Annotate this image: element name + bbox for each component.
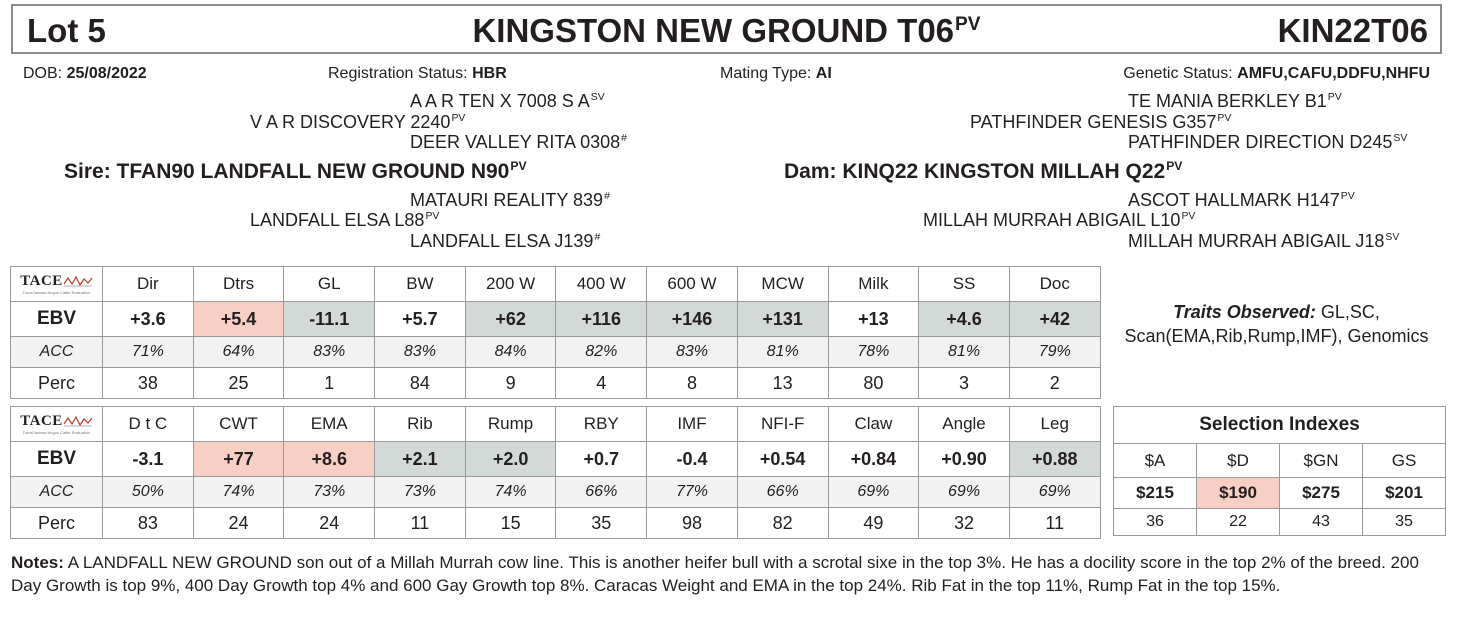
- acc-row: [11, 337, 1101, 368]
- trait-acc: 66%: [556, 477, 647, 508]
- registration-field: [328, 65, 507, 83]
- trait-name: Dir: [103, 267, 194, 302]
- dob-value: 25/08/2022: [66, 65, 147, 82]
- trait-perc: 3: [919, 368, 1010, 399]
- trait-perc: 4: [556, 368, 647, 399]
- trait-ebv: +2.1: [375, 442, 466, 477]
- animal-name-sup: PV: [955, 14, 981, 35]
- trait-name: Claw: [828, 407, 919, 442]
- ebv-row-label: EBV: [11, 302, 103, 337]
- animal-code: KIN22T06: [1277, 12, 1428, 49]
- trait-acc: 69%: [919, 477, 1010, 508]
- trait-perc: 15: [465, 508, 556, 539]
- sire-sire-dam: [410, 132, 627, 153]
- trait-perc: 98: [647, 508, 738, 539]
- pedigree-name: LANDFALL ELSA L88: [250, 210, 425, 230]
- trait-name: 600 W: [647, 267, 738, 302]
- trait-ebv: +62: [465, 302, 556, 337]
- trait-acc: 81%: [919, 337, 1010, 368]
- trait-acc: 82%: [556, 337, 647, 368]
- trait-perc: 2: [1009, 368, 1100, 399]
- trait-perc: 24: [193, 508, 284, 539]
- trait-name: NFI-F: [737, 407, 828, 442]
- pedigree-status: PV: [1181, 211, 1196, 222]
- trait-name: Milk: [828, 267, 919, 302]
- tace-logo-text: TACE: [20, 272, 63, 289]
- trait-ebv: +0.7: [556, 442, 647, 477]
- pedigree-name: V A R DISCOVERY 2240: [250, 112, 451, 132]
- trait-name: MCW: [737, 267, 828, 302]
- trait-ebv: -0.4: [647, 442, 738, 477]
- trait-acc: 79%: [1009, 337, 1100, 368]
- trait-name: Rump: [465, 407, 556, 442]
- trait-ebv: +4.6: [919, 302, 1010, 337]
- trait-ebv: +0.88: [1009, 442, 1100, 477]
- sire-dam: [250, 210, 439, 231]
- trait-ebv: +13: [828, 302, 919, 337]
- trait-ebv: +2.0: [465, 442, 556, 477]
- trait-acc: 78%: [828, 337, 919, 368]
- genetic-value: AMFU,CAFU,DDFU,NHFU: [1237, 65, 1430, 82]
- pedigree-status: #: [594, 232, 601, 243]
- trait-acc: 69%: [828, 477, 919, 508]
- trait-perc: 13: [737, 368, 828, 399]
- trait-ebv: +42: [1009, 302, 1100, 337]
- trait-name: GL: [284, 267, 375, 302]
- trait-perc: 25: [193, 368, 284, 399]
- sire-sire: [250, 112, 465, 133]
- trait-perc: 83: [103, 508, 194, 539]
- trait-name: Leg: [1009, 407, 1100, 442]
- genetic-field: [1123, 65, 1430, 83]
- pedigree-name: A A R TEN X 7008 S A: [410, 91, 590, 111]
- trait-name: EMA: [284, 407, 375, 442]
- pedigree-name: TE MANIA BERKLEY B1: [1128, 91, 1327, 111]
- trait-ebv: +5.7: [375, 302, 466, 337]
- notes-text: A LANDFALL NEW GROUND son out of a Millah Murrah cow line. This is another heifer bull with a scrotal sixe in the top 3%. He has a docility score in the top 2% of the breed. 200 Day Growth is top 9%, 400 Day Growth top 4% and 600 Gay Growth top 8%. Caracas Weight and EMA in the top 24%. Rib Fat in the top 11%, Rump Fat in the top 15%.: [11, 553, 1419, 595]
- pedigree-name: LANDFALL ELSA J139: [410, 231, 594, 251]
- trait-perc: 9: [465, 368, 556, 399]
- pedigree-status: PV: [1327, 92, 1342, 103]
- tace-logo-subtitle: TransTasman Angus Cattle Evaluation: [22, 289, 91, 295]
- trait-acc: 74%: [465, 477, 556, 508]
- trait-acc: 73%: [284, 477, 375, 508]
- selection-perc-row: [1114, 509, 1446, 536]
- dam-name: KINQ22 KINGSTON MILLAH Q22: [842, 160, 1166, 183]
- dam-label: Dam:: [784, 160, 837, 183]
- tace-logo-subtitle: TransTasman Angus Cattle Evaluation: [22, 429, 91, 435]
- registration-label: Registration Status:: [328, 65, 468, 82]
- index-perc: 43: [1280, 509, 1363, 536]
- index-perc: 36: [1114, 509, 1197, 536]
- pedigree-status: PV: [1340, 191, 1355, 202]
- traits-observed: [1120, 300, 1433, 348]
- pedigree-name: MILLAH MURRAH ABIGAIL J18: [1128, 231, 1385, 251]
- trait-acc: 71%: [103, 337, 194, 368]
- index-name: $D: [1197, 444, 1280, 478]
- trait-ebv: +146: [647, 302, 738, 337]
- trait-name: Angle: [919, 407, 1010, 442]
- pedigree-status: SV: [1393, 133, 1408, 144]
- traits-observed-value: GL,SC, Scan(EMA,Rib,Rump,IMF), Genomics: [1124, 302, 1429, 346]
- ebv-table-growth: [10, 266, 1101, 399]
- trait-perc: 11: [1009, 508, 1100, 539]
- pedigree-name: MATAURI REALITY 839: [410, 190, 604, 210]
- mating-value: AI: [815, 65, 832, 82]
- index-value: $190: [1197, 478, 1280, 509]
- pedigree-name: MILLAH MURRAH ABIGAIL L10: [923, 210, 1181, 230]
- trait-ebv: +5.4: [193, 302, 284, 337]
- trait-name: Rib: [375, 407, 466, 442]
- tace-logo: [11, 267, 103, 302]
- trait-perc: 24: [284, 508, 375, 539]
- trait-name: Doc: [1009, 267, 1100, 302]
- trait-name: RBY: [556, 407, 647, 442]
- trait-name: 200 W: [465, 267, 556, 302]
- trait-perc: 35: [556, 508, 647, 539]
- trait-perc: 11: [375, 508, 466, 539]
- trait-ebv: +131: [737, 302, 828, 337]
- tace-logo: [11, 407, 103, 442]
- dam-sire: [970, 112, 1231, 133]
- lot-header: [11, 4, 1442, 54]
- ebv-row: [11, 442, 1101, 477]
- trait-ebv: +0.90: [919, 442, 1010, 477]
- selection-header-row: [1114, 444, 1446, 478]
- trait-name: Dtrs: [193, 267, 284, 302]
- pedigree-status: PV: [1166, 159, 1183, 173]
- sire-dam-dam: [410, 231, 600, 252]
- registration-value: HBR: [472, 65, 507, 82]
- pedigree-status: PV: [451, 113, 466, 124]
- selection-title-row: [1114, 407, 1446, 444]
- trait-header-row: [11, 267, 1101, 302]
- index-name: $GN: [1280, 444, 1363, 478]
- mating-label: Mating Type:: [720, 65, 812, 82]
- perc-row: [11, 508, 1101, 539]
- trait-header-row: [11, 407, 1101, 442]
- index-value: $201: [1363, 478, 1446, 509]
- tace-wave-icon: [63, 274, 93, 288]
- acc-row: [11, 477, 1101, 508]
- sire: [64, 160, 527, 184]
- trait-acc: 74%: [193, 477, 284, 508]
- pedigree-name: PATHFINDER GENESIS G357: [970, 112, 1217, 132]
- tace-wave-icon: [63, 414, 93, 428]
- notes: [11, 551, 1447, 597]
- trait-perc: 8: [647, 368, 738, 399]
- selection-title: Selection Indexes: [1114, 407, 1446, 444]
- trait-acc: 73%: [375, 477, 466, 508]
- trait-name: IMF: [647, 407, 738, 442]
- pedigree-name: PATHFINDER DIRECTION D245: [1128, 132, 1393, 152]
- trait-perc: 82: [737, 508, 828, 539]
- trait-name: CWT: [193, 407, 284, 442]
- pedigree-status: #: [621, 133, 627, 144]
- animal-title: [13, 12, 1440, 50]
- dob-field: [23, 65, 147, 83]
- trait-perc: 49: [828, 508, 919, 539]
- trait-acc: 66%: [737, 477, 828, 508]
- trait-name: D t C: [103, 407, 194, 442]
- index-value: $275: [1280, 478, 1363, 509]
- trait-acc: 83%: [284, 337, 375, 368]
- trait-acc: 69%: [1009, 477, 1100, 508]
- dam-dam-dam: [1128, 231, 1399, 252]
- trait-acc: 64%: [193, 337, 284, 368]
- traits-observed-label: Traits Observed:: [1173, 302, 1316, 322]
- lot-number: Lot 5: [27, 12, 106, 49]
- trait-name: BW: [375, 267, 466, 302]
- sire-label: Sire:: [64, 160, 111, 183]
- animal-name: KINGSTON NEW GROUND T06: [472, 12, 955, 49]
- trait-ebv: -3.1: [103, 442, 194, 477]
- sire-sire-sire: [410, 91, 605, 112]
- index-perc: 22: [1197, 509, 1280, 536]
- perc-row-label: Perc: [11, 368, 103, 399]
- trait-ebv: +0.54: [737, 442, 828, 477]
- index-name: $A: [1114, 444, 1197, 478]
- trait-acc: 83%: [375, 337, 466, 368]
- tace-logo-text: TACE: [20, 412, 63, 429]
- mating-field: [720, 65, 832, 83]
- sire-name: TFAN90 LANDFALL NEW GROUND N90: [116, 160, 510, 183]
- pedigree-status: #: [604, 191, 610, 202]
- trait-name: SS: [919, 267, 1010, 302]
- trait-acc: 77%: [647, 477, 738, 508]
- trait-perc: 38: [103, 368, 194, 399]
- selection-value-row: [1114, 478, 1446, 509]
- dam-sire-sire: [1128, 91, 1342, 112]
- sire-dam-sire: [410, 190, 610, 211]
- trait-ebv: -11.1: [284, 302, 375, 337]
- genetic-label: Genetic Status:: [1123, 65, 1233, 82]
- trait-acc: 81%: [737, 337, 828, 368]
- trait-ebv: +8.6: [284, 442, 375, 477]
- pedigree-status: PV: [510, 159, 527, 173]
- pedigree-name: DEER VALLEY RITA 0308: [410, 132, 621, 152]
- trait-perc: 32: [919, 508, 1010, 539]
- dam: [784, 160, 1182, 184]
- pedigree-status: PV: [425, 211, 440, 222]
- trait-ebv: +0.84: [828, 442, 919, 477]
- notes-label: Notes:: [11, 553, 64, 572]
- trait-ebv: +77: [193, 442, 284, 477]
- ebv-table-carcase: [10, 406, 1101, 539]
- index-perc: 35: [1363, 509, 1446, 536]
- trait-acc: 50%: [103, 477, 194, 508]
- ebv-row: [11, 302, 1101, 337]
- trait-ebv: +3.6: [103, 302, 194, 337]
- trait-name: 400 W: [556, 267, 647, 302]
- pedigree-name: ASCOT HALLMARK H147: [1128, 190, 1340, 210]
- pedigree-status: PV: [1217, 113, 1232, 124]
- dam-dam-sire: [1128, 190, 1355, 211]
- dob-label: DOB:: [23, 65, 63, 82]
- pedigree-status: SV: [1385, 232, 1400, 243]
- trait-ebv: +116: [556, 302, 647, 337]
- acc-row-label: ACC: [11, 477, 103, 508]
- trait-perc: 84: [375, 368, 466, 399]
- index-value: $215: [1114, 478, 1197, 509]
- trait-perc: 1: [284, 368, 375, 399]
- trait-perc: 80: [828, 368, 919, 399]
- dam-sire-dam: [1128, 132, 1407, 153]
- pedigree-status: SV: [590, 92, 605, 103]
- perc-row: [11, 368, 1101, 399]
- dam-dam: [923, 210, 1195, 231]
- selection-indexes-table: [1113, 406, 1446, 536]
- perc-row-label: Perc: [11, 508, 103, 539]
- ebv-row-label: EBV: [11, 442, 103, 477]
- trait-acc: 83%: [647, 337, 738, 368]
- acc-row-label: ACC: [11, 337, 103, 368]
- trait-acc: 84%: [465, 337, 556, 368]
- index-name: GS: [1363, 444, 1446, 478]
